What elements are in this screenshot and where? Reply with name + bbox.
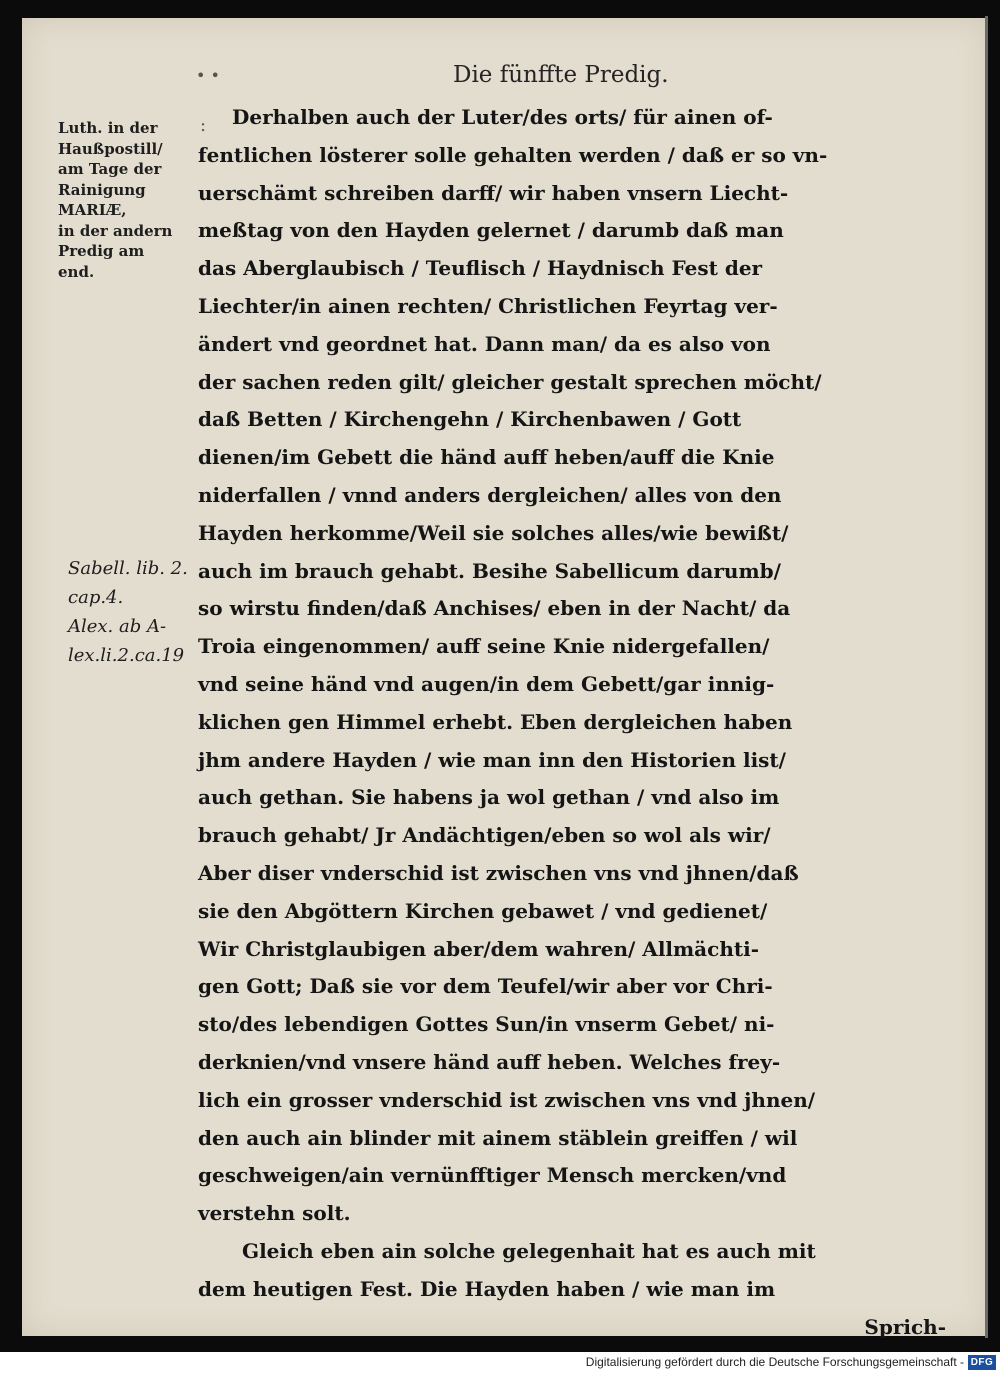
text-line: Liechter/in ainen rechten/ Christlichen Feyrtag ver- (198, 293, 778, 318)
text-line: sto/des lebendigen Gottes Sun/in vnserm Gebet/ ni- (198, 1012, 775, 1037)
text-line: sie den Abgöttern Kirchen gebawet / vnd gedienet/ (198, 898, 768, 923)
text-line: verstehn solt. (198, 1201, 351, 1226)
text-line: der sachen reden gilt/ gleicher gestalt sprechen möcht/ (198, 369, 822, 394)
margin-note-line: cap.4. (68, 587, 124, 608)
text-line: gen Gott; Daß sie vor dem Teufel/wir aber vor Chri- (198, 974, 773, 999)
text-line: das Aberglaubisch / Teuflisch / Haydnisch Fest der (198, 256, 763, 281)
text-line: meßtag von den Hayden gelernet / darumb daß man (198, 218, 784, 243)
text-line: lich ein grosser vnderschid ist zwischen vns vnd jhnen/ (198, 1087, 816, 1112)
text-line: geschweigen/ain vernünfftiger Mensch mercken/vnd (198, 1163, 787, 1188)
text-line: daß Betten / Kirchengehn / Kirchenbawen / Gott (198, 407, 742, 432)
text-line: uerschämt schreiben darff/ wir haben vnsern Liecht- (198, 180, 789, 205)
margin-note-luther (58, 118, 172, 282)
text-line: Wir Christglaubigen aber/dem wahren/ Allmächti- (198, 936, 759, 961)
text-line: den auch ain blinder mit ainem stäblein greiffen / wil (198, 1125, 798, 1150)
footer-bar (0, 1352, 1000, 1374)
text-line: Aber diser vnderschid ist zwischen vns vnd jhnen/daß (198, 860, 799, 885)
text-line: vnd seine händ vnd augen/in dem Gebett/gar innig- (198, 671, 775, 696)
margin-note-line: lex.li.2.ca.19 (68, 645, 185, 666)
margin-note-line: MARIÆ, (58, 201, 127, 219)
text-line: derknien/vnd vnsere händ auff heben. Welches frey- (198, 1049, 781, 1074)
text-line: niderfallen / vnnd anders dergleichen/ alles von den (198, 482, 782, 507)
margin-note-line: Alex. ab A- (68, 616, 167, 637)
decorative-marks: • • (196, 66, 220, 85)
text-line: brauch gehabt/ Jr Andächtigen/eben so wol als wir/ (198, 823, 771, 848)
margin-note-line: end. (58, 262, 95, 281)
margin-note-line: am Tage der (58, 160, 162, 178)
margin-note-line: in der andern (58, 221, 173, 240)
running-head: Die fünffte Predig. (453, 62, 669, 88)
text-line: Gleich eben ain solche gelegenhait hat es auch mit (242, 1238, 816, 1263)
margin-note-line: Sabell. lib. 2. (68, 558, 188, 579)
margin-mark: : (200, 115, 207, 136)
body-text (198, 99, 958, 1346)
text-line: dienen/im Gebett die händ auff heben/auff die Knie (198, 445, 775, 470)
margin-note-line: Predig am (58, 242, 145, 260)
margin-note-line: Rainigung (58, 180, 146, 199)
catchword: Sprich- (864, 1314, 946, 1339)
margin-note-sabellicus (68, 554, 188, 670)
text-line: dem heutigen Fest. Die Hayden haben / wie man im (198, 1276, 776, 1301)
dfg-logo: DFG (968, 1355, 996, 1370)
text-line: auch im brauch gehabt. Besihe Sabellicum darumb/ (198, 558, 781, 583)
text-line: Hayden herkomme/Weil sie solches alles/wie bewißt/ (198, 520, 789, 545)
text-line: jhm andere Hayden / wie man inn den Historien list/ (198, 747, 786, 772)
text-line: Troia eingenommen/ auff seine Knie nidergefallen/ (198, 634, 770, 659)
text-line: fentlichen lösterer solle gehalten werden / daß er so vn- (198, 142, 828, 167)
page-edge (985, 16, 988, 1338)
margin-note-line: Luth. in der (58, 119, 158, 137)
text-line: ändert vnd geordnet hat. Dann man/ da es also von (198, 331, 771, 356)
margin-note-line: Haußpostill/ (58, 139, 163, 158)
text-line: klichen gen Himmel erhebt. Eben dergleichen haben (198, 709, 793, 734)
text-line: so wirstu finden/daß Anchises/ eben in der Nacht/ da (198, 596, 791, 621)
text-line: auch gethan. Sie habens ja wol gethan / vnd also im (198, 785, 780, 810)
funding-notice: Digitalisierung gefördert durch die Deutsche Forschungsgemeinschaft - (585, 1355, 964, 1369)
text-line: Derhalben auch der Luter/des orts/ für ainen of- (232, 105, 773, 129)
